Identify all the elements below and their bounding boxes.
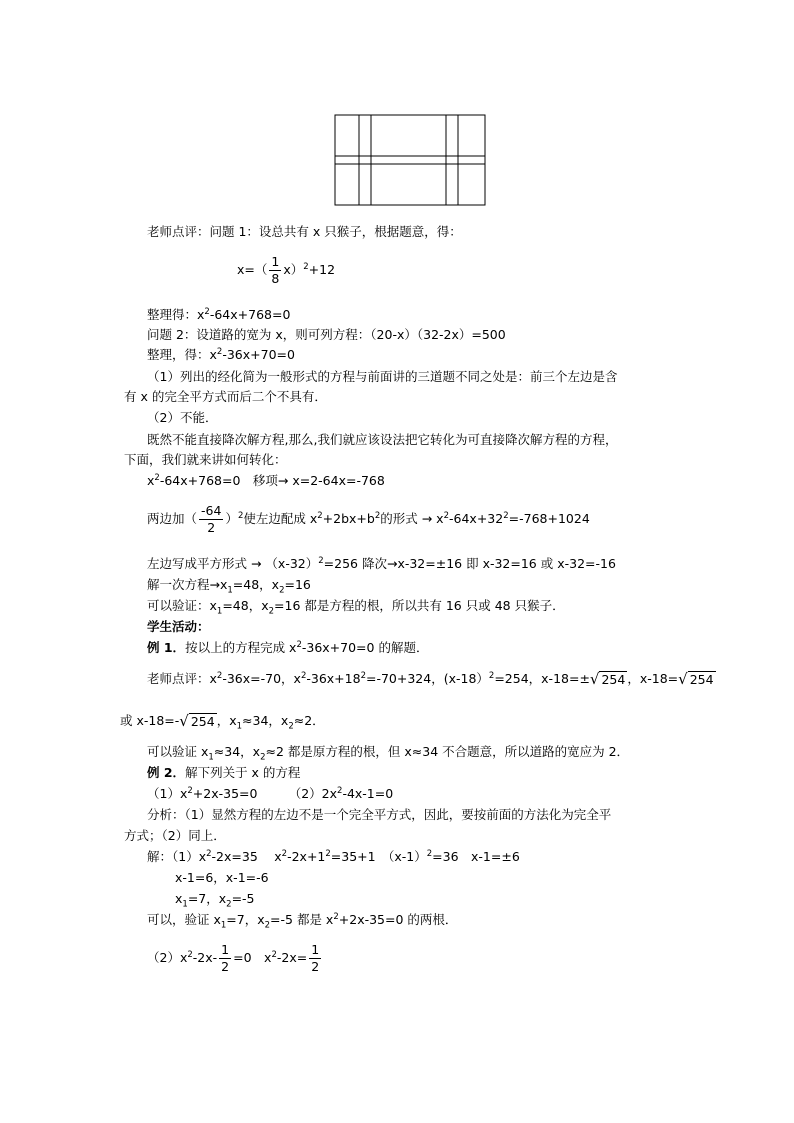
teacher-comment-ex1: 老师点评：$x^2-36x=-70$，$x^2-36x+18^2=-70+324$，(x-18）$^2$=254，x-18=±√ 254 ，x-18=√ 254 [147,670,714,688]
example-2: 例 2．解下列关于 x 的方程 [147,765,301,780]
ex1-verify: 可以验证 $x_1\approx 34$，$x_2\approx 2$ 都是原方程的根，但 x≈34 不合题意，所以道路的宽应为 2． [147,744,630,763]
analysis: 分析：（1）显然方程的左边不是一个完全平方式，因此，要按前面的方法化为完全平 [147,807,612,822]
paragraph-1-cont: 有 x 的完全平方式而后二个不具有． [124,389,327,404]
road-diagram [334,114,486,206]
solution-1-step: x-1=6，x-1=-6 [175,870,269,885]
paragraph-2: （2）不能． [147,410,218,425]
simplified-eq1: 整理得：$x^2-64x+768=0$ [147,306,291,322]
equation-x: x=（ $\frac{1}{8}$ x）$^2$+12 [237,254,336,286]
question-2: 问题 2：设道路的宽为 x，则可列方程：（20-x）（32-2x）=500 [147,327,506,342]
example-1: 例 1．按以上的方程完成 $x^2-36x+70=0$ 的解题． [147,639,429,655]
analysis-cont: 方式；（2）同上． [124,828,226,843]
ex1-roots: 或 x-18=-√ 254 ，$x_1\approx 34$，$x_2\approx 2$． [120,712,325,732]
step-move-term: $x^2-64x+768=0$ 移项→ x=2-64x=-768 [147,472,385,488]
teacher-comment-q1: 老师点评：问题 1：设总共有 x 只猴子，根据题意，得： [147,224,462,239]
step-complete-square: 两边加（ $\frac{-64}{2}$ ）$^2$使左边配成 $x^2+2bx+b^2$的形式 → $x^2-64x+32^2=-768+1024$ [147,503,590,535]
example-2-equations: $(1)x^2+2x-35=0$ $(2)2x^2-4x-1=0$ [147,785,394,801]
paragraph-3-cont: 下面，我们就来讲如何转化： [124,452,287,467]
step-square-form: 左边写成平方形式 → $(x-32)^2=256$ 降次→x-32=±16 即 x-32=16 或 x-32=-16 [147,555,616,571]
solution-1-roots: $x_1=7$，$x_2=-5$ [175,891,255,910]
step-linear-solve: 解一次方程$\to x_1=48$，$x_2=16$ [147,577,311,596]
student-activity-heading: 学生活动： [147,619,210,634]
paragraph-1: （1）列出的经化简为一般形式的方程与前面讲的三道题不同之处是：前三个左边是含 [147,369,618,384]
simplified-eq2: 整理，得：$x^2-36x+70=0$ [147,346,295,362]
verify-roots: 可以验证：$x_1=48$，$x_2=16$ 都是方程的根，所以共有 16 只或 48 只猴子． [147,598,565,617]
solution-1: 解：$(1)x^2-2x=35$ $x^2-2x+1^2=35+1$ $(x-1)^2=36$ x-1=±6 [147,848,520,864]
solution-1-verify: 可以，验证 $x_1=7$，$x_2=-5$ 都是 $x^2+2x-35=0$ 的两根． [147,911,458,931]
paragraph-3: 既然不能直接降次解方程,那么,我们就应该设法把它转化为可直接降次解方程的方程， [147,432,618,447]
solution-2: $(2)x^2-2x-$ $\frac{1}{2}$ =0 $x^2-2x=$ $\frac{1}{2}$ [147,942,320,974]
